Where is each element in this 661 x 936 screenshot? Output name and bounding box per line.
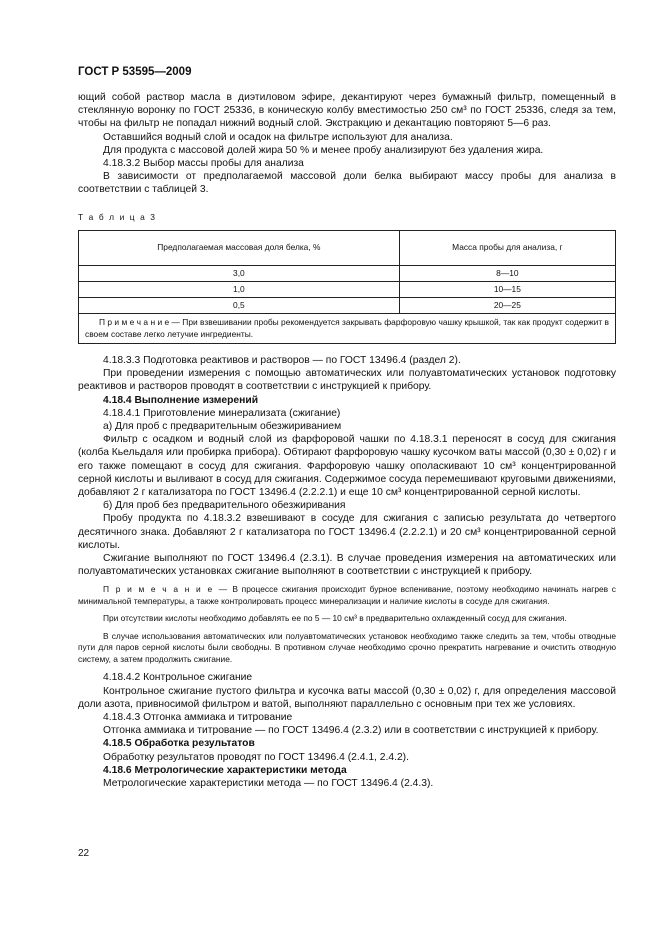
paragraph: Обработку результатов проводят по ГОСТ 13496.4 (2.4.1, 2.4.2). (103, 751, 409, 763)
page-number: 22 (78, 848, 90, 859)
subsection-heading: 4.18.4.2 Контрольное сжигание (103, 672, 253, 684)
paragraph: Контрольное сжигание пустого фильтра и кусочка ваты массой (0,30 ± 0,02) г, для определения массовой доли азота, привносимой фильтром и ватой, выполняют параллельно с основным при тех же условиях. (78, 685, 616, 710)
table-cell: 10—15 (399, 282, 615, 298)
subsection-heading: 4.18.4.3 Отгонка аммиака и титрование (103, 712, 293, 723)
page-header: ГОСТ Р 53595—2009 (78, 66, 192, 78)
table-note-text: При взвешивании пробы рекомендуется закрывать фарфоровую чашку крышкой, так как продукт содержит в своем составе легко летучие ингредиенты. (85, 317, 609, 339)
section-heading: 4.18.5 Обработка результатов (103, 738, 255, 750)
table-cell: 20—25 (399, 298, 615, 314)
note-lead: П р и м е ч а н и е — (103, 584, 229, 595)
paragraph: б) Для проб без предварительного обезжиривания (103, 500, 346, 512)
note: При отсутствии кислоты необходимо добавлять ее по 5 — 10 см³ в предварительно охлажденный сосуд для сжигания. (103, 613, 567, 624)
paragraph: ющий собой раствор масла в диэтиловом эфире, декантируют через бумажный фильтр, помещенный в стеклянную воронку по ГОСТ 25336, в коническую колбу вместимостью 250 см³ по ГОСТ 25336, следя за тем, чтобы на фильтр не попадал нижний водный слой. Экстракцию и декантацию повторяют 5—6 раз. (78, 92, 616, 130)
subsection-heading: 4.18.4.1 Приготовление минерализата (сжигание) (103, 407, 341, 419)
table-header-cell: Предполагаемая массовая доля белка, % (79, 230, 400, 265)
table-cell: 8—10 (399, 265, 615, 281)
table-cell: 1,0 (79, 282, 400, 298)
paragraph: Сжигание выполняют по ГОСТ 13496.4 (2.3.1). В случае проведения измерения на автоматических или полуавтоматических установках сжигание выполняют в соответствии с инструкцией к прибору. (78, 552, 616, 578)
note-text: В процессе сжигания происходит бурное вспенивание, поэтому необходимо начинать нагрев с минимальной температуры, а также контролировать процесс минерализации и наличие кислоты в сосуде для сжигания. (78, 584, 616, 606)
section-heading: 4.18.4 Выполнение измерений (103, 394, 259, 406)
table-3 (78, 230, 616, 344)
table-header-cell: Масса пробы для анализа, г (399, 230, 615, 265)
document-body (78, 91, 616, 790)
table-row (79, 282, 616, 298)
note (78, 584, 616, 607)
paragraph: Отгонка аммиака и титрование — по ГОСТ 13496.4 (2.3.2) или в соответствии с инструкцией к прибору. (103, 725, 599, 737)
paragraph: Оставшийся водный слой и осадок на фильтре используют для анализа. (103, 131, 453, 143)
table-header-row (79, 230, 616, 265)
note: В случае использования автоматических или полуавтоматических установок необходимо также следить за тем, чтобы отводные пути для паров серной кислоты были свободны. В противном случае необходимо срочно прекратить нагревание и очистить отводную систему, а затем продолжить сжигание. (78, 630, 616, 664)
table-caption: Т а б л и ц а 3 (78, 211, 157, 222)
table-row (79, 298, 616, 314)
table-note (79, 314, 616, 344)
paragraph: Фильтр с осадком и водный слой из фарфоровой чашки по 4.18.3.1 переносят в сосуд для сжигания (колба Кьельдаля или пробирка прибора). Обтирают фарфоровую чашку кусочком ваты массой (0,30 ± 0,02) г и его также помещают в сосуд для сжигания. Фарфоровую чашку ополаскивают 10 см³ концентрированной серной кислоты и выливают в сосуд для сжигания. Содержимое сосуда перемешивают круговыми движениями, добавляют 2 г катализатора по ГОСТ 13496.4 (2.2.2.1) и еще 10 см³ концентрированной серной кислоты. (78, 434, 616, 498)
section-heading: 4.18.6 Метрологические характеристики метода (103, 764, 347, 776)
table-note-lead: П р и м е ч а н и е — (99, 317, 180, 328)
paragraph: Для продукта с массовой долей жира 50 % и менее пробу анализируют без удаления жира. (103, 144, 544, 156)
paragraph: Пробу продукта по 4.18.3.2 взвешивают в сосуде для сжигания с записью результата до четвертого десятичного знака. Добавляют 2 г катализатора по ГОСТ 13496.4 (2.2.2.1) и 20 см³ концентрированной серной кислоты. (78, 513, 616, 551)
paragraph: При проведении измерения с помощью автоматических или полуавтоматических установок подготовку реактивов и растворов проводят в соответствии с инструкцией к прибору. (78, 368, 616, 393)
paragraph: В зависимости от предполагаемой массовой доли белка выбирают массу пробы для анализа в соответствии с таблицей 3. (78, 171, 616, 196)
table-cell: 3,0 (79, 265, 400, 281)
table-cell: 0,5 (79, 298, 400, 314)
table-row (79, 265, 616, 281)
paragraph: 4.18.3.3 Подготовка реактивов и растворов — по ГОСТ 13496.4 (раздел 2). (103, 354, 461, 366)
table-note-row (79, 314, 616, 344)
paragraph: Метрологические характеристики метода — по ГОСТ 13496.4 (2.4.3). (103, 778, 434, 790)
paragraph: а) Для проб с предварительным обезжириванием (103, 420, 342, 432)
subsection-heading: 4.18.3.2 Выбор массы пробы для анализа (103, 158, 304, 170)
